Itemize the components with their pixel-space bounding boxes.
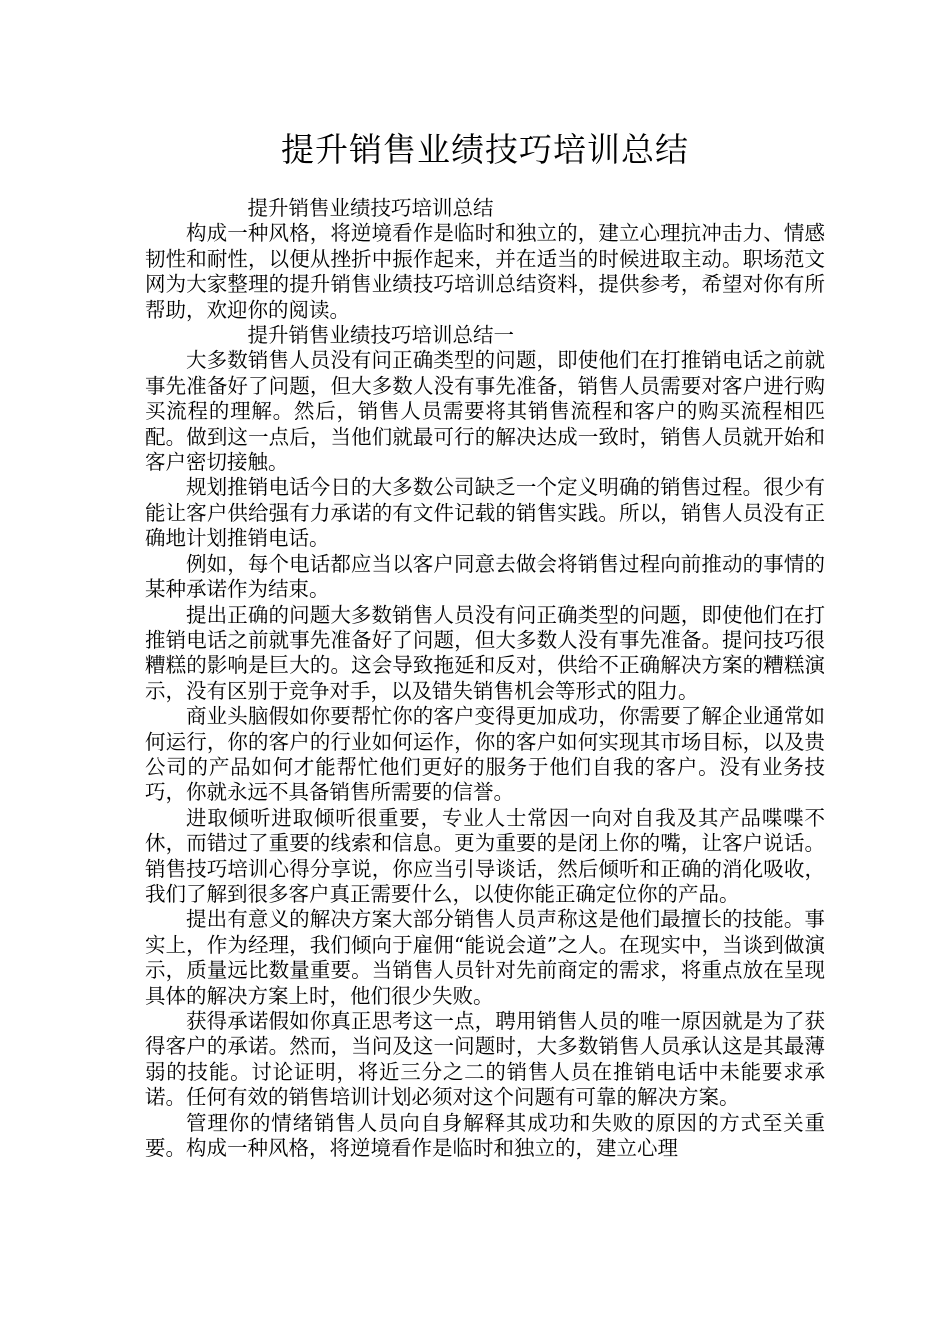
paragraph: 获得承诺假如你真正思考这一点，聘用销售人员的唯一原因就是为了获得客户的承诺。然而，当问及这一问题时，大多数销售人员承认这是其最薄弱的技能。讨论证明，将近三分之二的销售人员在推销电话中未能要求承诺。任何有效的销售培训计划必须对这个问题有可靠的解决方案。	[145, 1009, 825, 1110]
paragraph: 商业头脑假如你要帮忙你的客户变得更加成功，你需要了解企业通常如何运行，你的客户的行业如何运作，你的客户如何实现其市场目标，以及贵公司的产品如何才能帮忙他们更好的服务于他们自我的客户。没有业务技巧，你就永远不具备销售所需要的信誉。	[145, 704, 825, 805]
paragraph: 大多数销售人员没有问正确类型的问题，即使他们在打推销电话之前就事先准备好了问题，但大多数人没有事先准备，销售人员需要对客户进行购买流程的理解。然后，销售人员需要将其销售流程和客户的购买流程相匹配。做到这一点后，当他们就最可行的解决达成一致时，销售人员就开始和客户密切接触。	[145, 348, 825, 475]
document-page	[145, 128, 825, 1161]
paragraph: 规划推销电话今日的大多数公司缺乏一个定义明确的销售过程。很少有能让客户供给强有力承诺的有文件记载的销售实践。所以，销售人员没有正确地计划推销电话。	[145, 475, 825, 551]
paragraph: 提出有意义的解决方案大部分销售人员声称这是他们最擅长的技能。事实上，作为经理，我们倾向于雇佣“能说会道”之人。在现实中，当谈到做演示，质量远比数量重要。当销售人员针对先前商定的需求，将重点放在呈现具体的解决方案上时，他们很少失败。	[145, 907, 825, 1008]
paragraph: 提出正确的问题大多数销售人员没有问正确类型的问题，即使他们在打推销电话之前就事先准备好了问题，但大多数人没有事先准备。提问技巧很糟糕的影响是巨大的。这会导致拖延和反对，供给不正确解决方案的糟糕演示，没有区别于竞争对手，以及错失销售机会等形式的阻力。	[145, 602, 825, 703]
document-body	[145, 196, 825, 1161]
paragraph: 构成一种风格，将逆境看作是临时和独立的，建立心理抗冲击力、情感韧性和耐性，以便从挫折中振作起来，并在适当的时候进取主动。职场范文网为大家整理的提升销售业绩技巧培训总结资料，提供参考，希望对你有所帮助，欢迎你的阅读。	[145, 221, 825, 322]
paragraph: 进取倾听进取倾听很重要，专业人士常因一向对自我及其产品喋喋不休，而错过了重要的线索和信息。更为重要的是闭上你的嘴，让客户说话。销售技巧培训心得分享说，你应当引导谈话，然后倾听和正确的消化吸收，我们了解到很多客户真正需要什么，以使你能正确定位你的产品。	[145, 805, 825, 906]
document-title: 提升销售业绩技巧培训总结	[281, 130, 689, 169]
paragraph: 管理你的情绪销售人员向自身解释其成功和失败的原因的方式至关重要。构成一种风格，将逆境看作是临时和独立的，建立心理	[145, 1110, 825, 1161]
subheading: 提升销售业绩技巧培训总结一	[247, 323, 514, 348]
subheading: 提升销售业绩技巧培训总结	[247, 196, 494, 220]
paragraph: 例如，每个电话都应当以客户同意去做会将销售过程向前推动的事情的某种承诺作为结束。	[145, 551, 825, 602]
